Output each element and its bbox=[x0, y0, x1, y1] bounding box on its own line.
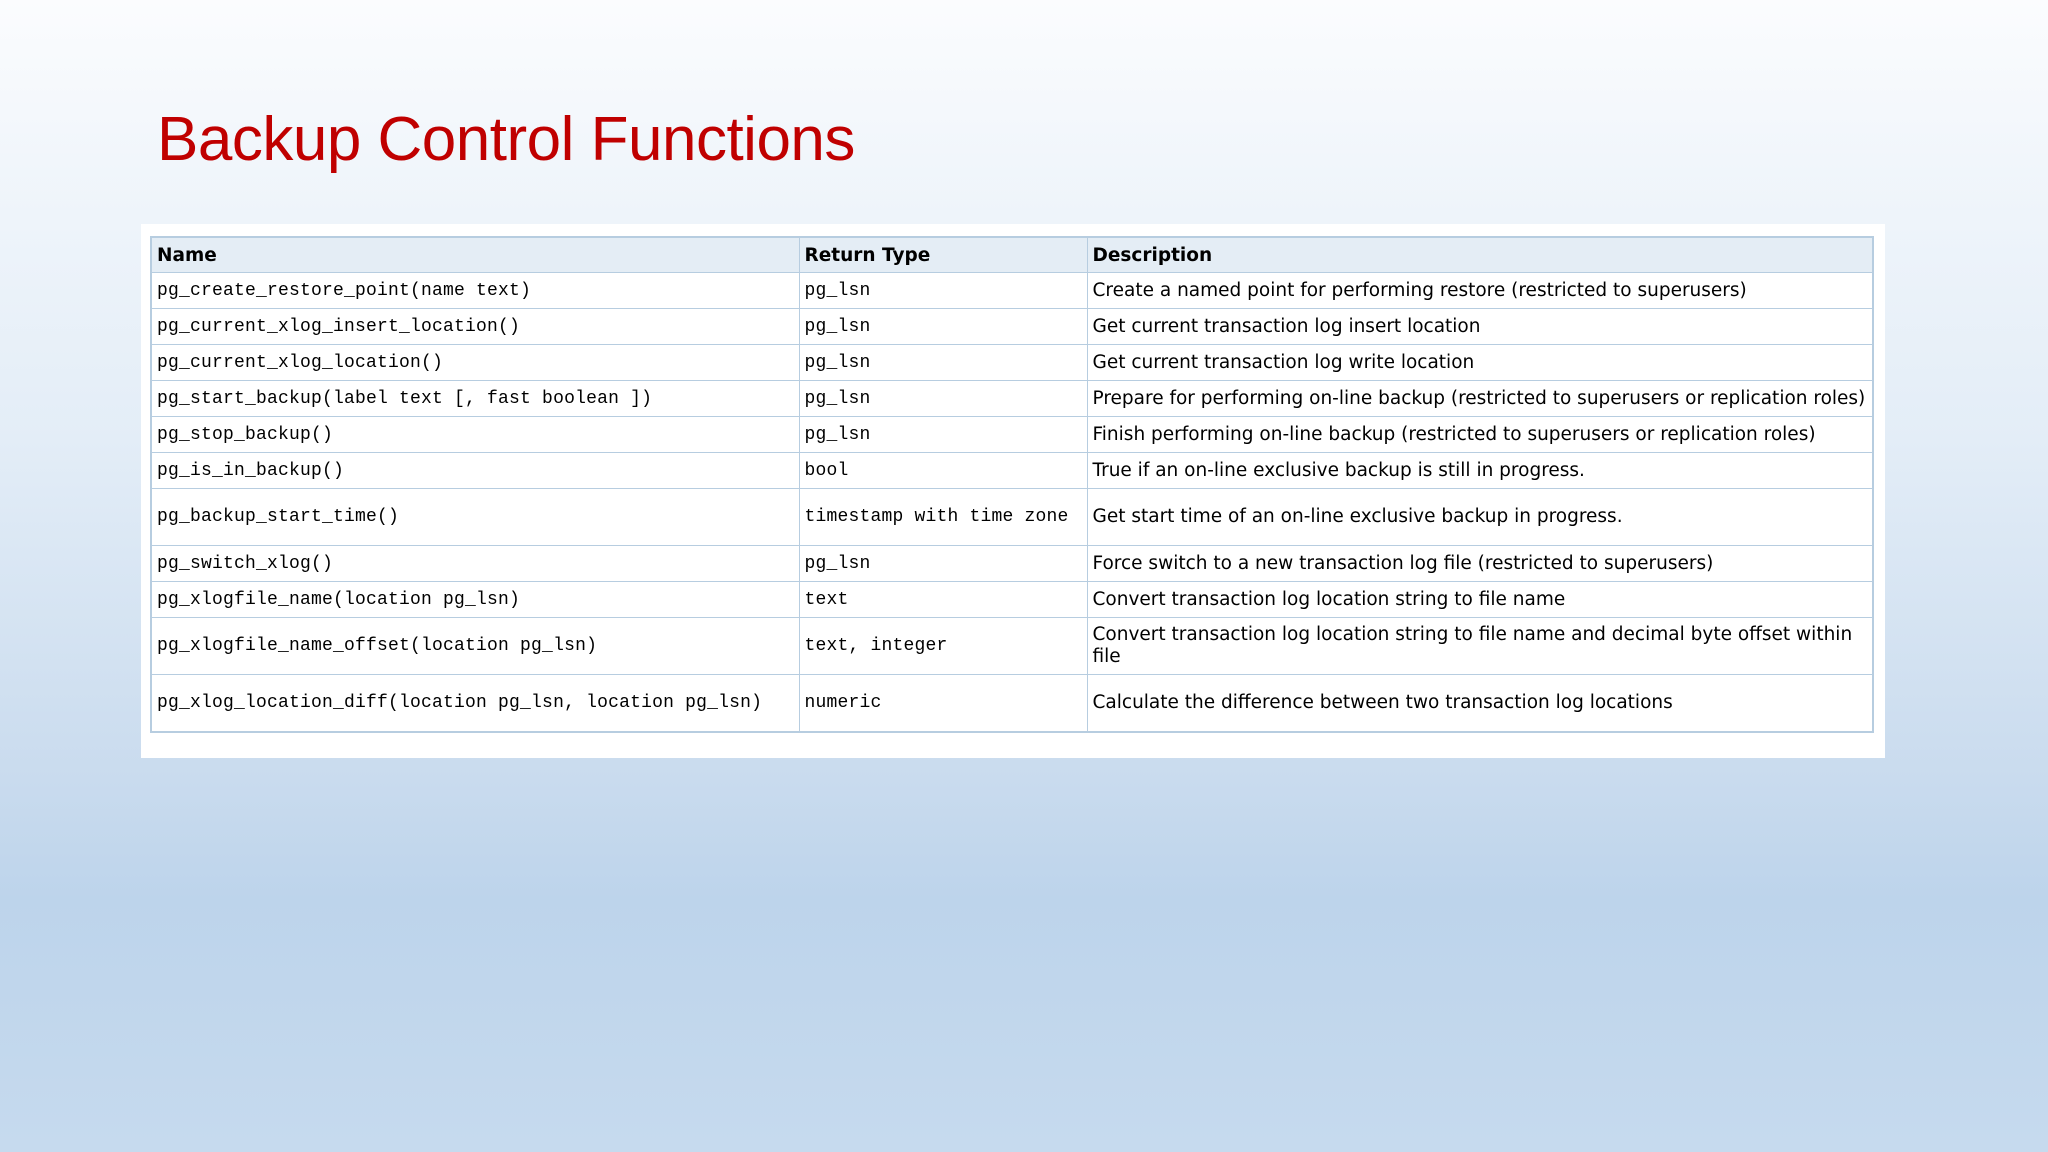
return-type-cell: pg_lsn bbox=[799, 381, 1087, 417]
function-name-cell: pg_xlog_location_diff(location pg_lsn, location pg_lsn) bbox=[151, 675, 799, 733]
function-name-cell: pg_xlogfile_name(location pg_lsn) bbox=[151, 582, 799, 618]
table-row bbox=[151, 417, 1873, 453]
table-row bbox=[151, 489, 1873, 546]
return-type-cell: timestamp with time zone bbox=[799, 489, 1087, 546]
return-type-cell: numeric bbox=[799, 675, 1087, 733]
return-type-cell: pg_lsn bbox=[799, 309, 1087, 345]
description-cell: Get current transaction log insert location bbox=[1087, 309, 1873, 345]
return-type-cell: bool bbox=[799, 453, 1087, 489]
header-name: Name bbox=[151, 237, 799, 273]
function-name-cell: pg_xlogfile_name_offset(location pg_lsn) bbox=[151, 618, 799, 675]
table-row bbox=[151, 381, 1873, 417]
description-cell: Convert transaction log location string to file name and decimal byte offset within file bbox=[1087, 618, 1873, 675]
function-name-cell: pg_is_in_backup() bbox=[151, 453, 799, 489]
function-name-cell: pg_stop_backup() bbox=[151, 417, 799, 453]
slide-title: Backup Control Functions bbox=[157, 105, 855, 174]
description-cell: Create a named point for performing restore (restricted to superusers) bbox=[1087, 273, 1873, 309]
table-row bbox=[151, 345, 1873, 381]
description-cell: Force switch to a new transaction log file (restricted to superusers) bbox=[1087, 546, 1873, 582]
return-type-cell: pg_lsn bbox=[799, 417, 1087, 453]
return-type-cell: pg_lsn bbox=[799, 273, 1087, 309]
function-name-cell: pg_current_xlog_insert_location() bbox=[151, 309, 799, 345]
description-cell: Finish performing on-line backup (restricted to superusers or replication roles) bbox=[1087, 417, 1873, 453]
table-panel bbox=[141, 224, 1885, 758]
header-description: Description bbox=[1087, 237, 1873, 273]
function-name-cell: pg_current_xlog_location() bbox=[151, 345, 799, 381]
table-row bbox=[151, 546, 1873, 582]
function-name-cell: pg_create_restore_point(name text) bbox=[151, 273, 799, 309]
table-row bbox=[151, 309, 1873, 345]
function-name-cell: pg_start_backup(label text [, fast boolean ]) bbox=[151, 381, 799, 417]
description-cell: Calculate the difference between two transaction log locations bbox=[1087, 675, 1873, 733]
description-cell: Get start time of an on-line exclusive backup in progress. bbox=[1087, 489, 1873, 546]
function-name-cell: pg_switch_xlog() bbox=[151, 546, 799, 582]
return-type-cell: text bbox=[799, 582, 1087, 618]
description-cell: Prepare for performing on-line backup (restricted to superusers or replication roles) bbox=[1087, 381, 1873, 417]
header-return-type: Return Type bbox=[799, 237, 1087, 273]
functions-table bbox=[150, 236, 1874, 733]
return-type-cell: pg_lsn bbox=[799, 345, 1087, 381]
description-cell: Get current transaction log write location bbox=[1087, 345, 1873, 381]
table-row bbox=[151, 675, 1873, 733]
table-row bbox=[151, 582, 1873, 618]
return-type-cell: text, integer bbox=[799, 618, 1087, 675]
table-row bbox=[151, 618, 1873, 675]
function-name-cell: pg_backup_start_time() bbox=[151, 489, 799, 546]
table-row bbox=[151, 453, 1873, 489]
description-cell: True if an on-line exclusive backup is still in progress. bbox=[1087, 453, 1873, 489]
return-type-cell: pg_lsn bbox=[799, 546, 1087, 582]
description-cell: Convert transaction log location string to file name bbox=[1087, 582, 1873, 618]
table-row bbox=[151, 273, 1873, 309]
table-header-row bbox=[151, 237, 1873, 273]
